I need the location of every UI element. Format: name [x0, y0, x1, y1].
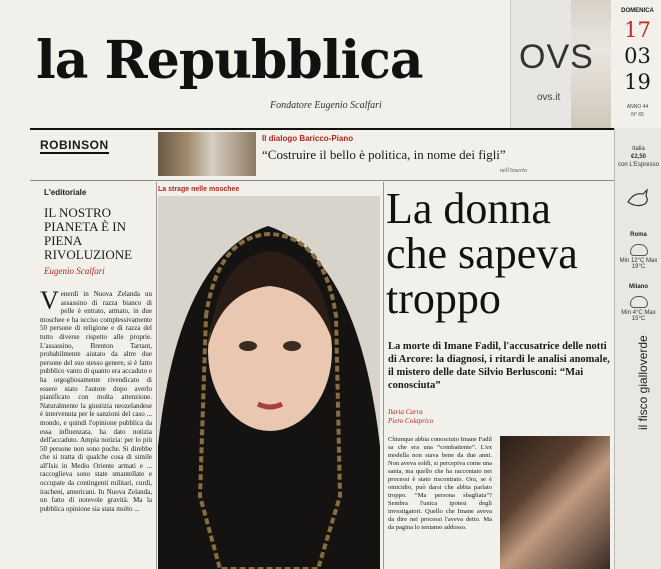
lead-byline [388, 408, 433, 426]
photo-kicker: La strage nelle moschee [158, 186, 240, 193]
shark-icon [625, 186, 651, 212]
vertical-promo[interactable]: il fisco gialloverde [636, 335, 650, 430]
column-rule [156, 182, 157, 569]
cloud-icon [630, 296, 648, 308]
ad-brand: OVS [519, 38, 594, 76]
cloud-icon [630, 244, 648, 256]
price-extra: con L'Espresso [618, 162, 659, 168]
drop-cap: V [40, 286, 59, 315]
price: €2,50 [630, 154, 646, 160]
byline-author-2: Piero Colaprico [388, 417, 434, 425]
newspaper-logo[interactable]: la Repubblica [36, 30, 423, 91]
strip-credit: nell'inserto [500, 168, 527, 174]
inset-portrait[interactable] [500, 436, 610, 569]
lead-deck: La morte di Imane Fadil, l'accusatrice delle notti di Arcore: la diagnosi, i ritardi le analisi anomale, il mistero delle date Silvio Berlusconi: “Mai conosciuta” [388, 341, 610, 391]
editorial-label: L'editoriale [44, 188, 87, 197]
ad-url: ovs.it [537, 92, 561, 103]
issue-year: ANNO 44 [626, 104, 649, 110]
editorial-text: enerdì in Nuova Zelanda un assassino di razza bianco di pelle è entrato, armato, in due moschee e ha ucciso complessivamente 50 persone di religione e di razza del tutto diverse rispetto alle proprie. L'assassino, Brenton Tarrant, probabilmente aiutato da altre due persone del suo stesso genere, si è fatto pubblico vanto di quanto era accaduto e ha orgogliosamente rivendicato di essere stato l'autore dopo averlo pianificato con molta attenzione. Naturalmente la giustizia neozelandese è intervenuta per le sanzioni del caso ... mondo, e quindi l'opinione pubblica da essa influenzata, ha dato notizia dell'accaduto. Ampia notizia: per lo più 50 persone non sono poche. Si direbbe che si tratta di qualche cosa di simile all'Isis in Medio Oriente armati e ... raccoglieva sono state smantellate e occupate da contingenti militari, curdi, iracheni, americani. In Nuova Zelanda, un fatto di notevole gravità. Ma la pubblica opinione sia stata molto ... [40, 290, 152, 513]
robinson-section[interactable]: ROBINSON [40, 138, 109, 152]
price-label: Italia [632, 146, 645, 152]
byline-author-1: Ilaria Carra [388, 408, 423, 416]
issue-number: N° 65 [631, 112, 644, 118]
year: 19 [624, 70, 651, 94]
weekday: DOMENICA [621, 8, 654, 14]
advertisement[interactable] [510, 0, 611, 128]
strip-kicker: Il dialogo Baricco-Piano [262, 134, 354, 143]
lead-body: Chiunque abbia conosciuto Imane Fadil sa che era una “combattente”. L'ex modella non stava bene da due anni. Non aveva soldi, si percepiva come una santa, ma quello che ha raccontato nei processi è stato riscontrato. Ora, se è omicidio, può darsi che abbia parlato troppo. “Ma persona sbagliata”? Sembra l'unica ipotesi degli investigatori. Quello che Imane aveva da dire nei processi l'aveva detto. Ma da pagina lo teniamo addosso. [388, 436, 492, 531]
weather-city-1: Roma [630, 232, 647, 238]
strip-quote[interactable]: “Costruire il bello è politica, in nome dei figli” [262, 147, 506, 162]
founder-line: Fondatore Eugenio Scalfari [270, 100, 382, 111]
weather-temp-1: Min 12°C Max 19°C [619, 258, 658, 270]
date-box [614, 0, 661, 128]
day: 17 [624, 18, 651, 42]
month: 03 [624, 44, 651, 68]
weather-city-2: Milano [629, 284, 648, 290]
editorial-body [40, 286, 152, 513]
editorial-author: Eugenio Scalfari [44, 266, 105, 276]
lead-photo[interactable] [158, 196, 380, 569]
editorial-title[interactable]: IL NOSTRO PIANETA È IN PIENA RIVOLUZIONE [44, 205, 133, 262]
column-rule [383, 182, 384, 569]
lead-headline[interactable]: La donna che sapeva troppo [386, 184, 578, 323]
weather-temp-2: Min 4°C Max 15°C [621, 310, 656, 322]
strip-photo [158, 132, 256, 176]
